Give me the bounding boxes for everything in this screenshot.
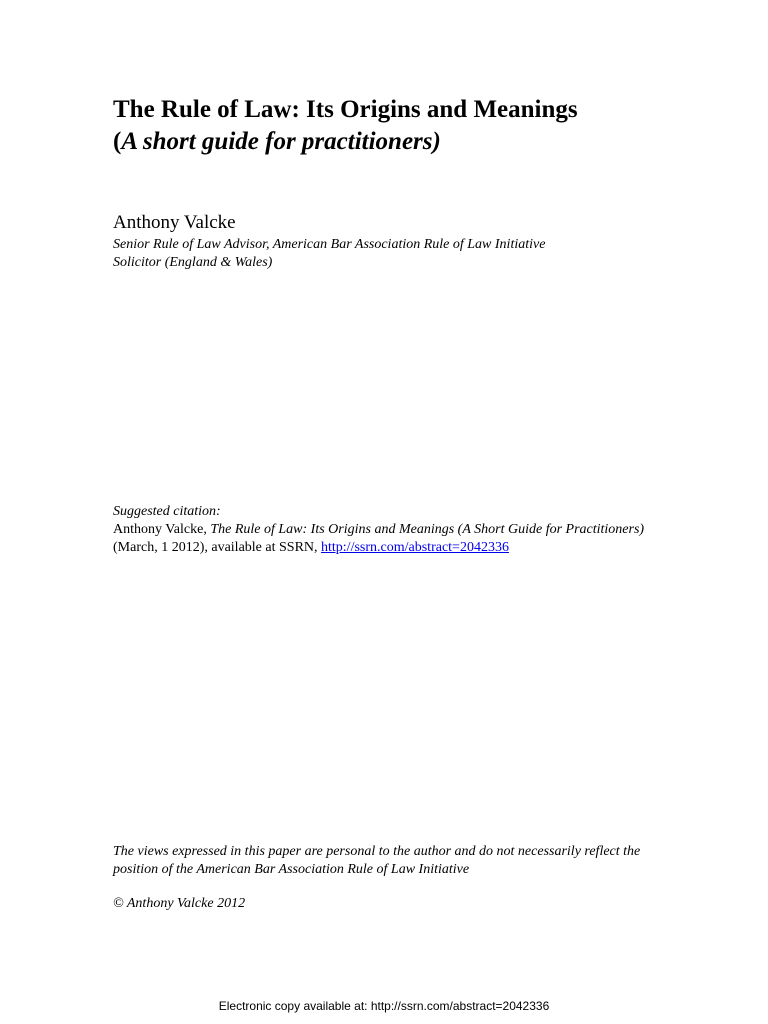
citation-label: Suggested citation:: [113, 504, 221, 519]
affiliation-line-1: Senior Rule of Law Advisor, American Bar Association Rule of Law Initiative: [113, 237, 546, 252]
suggested-citation: [113, 503, 673, 557]
citation-details: (March, 1 2012), available at SSRN,: [113, 540, 322, 555]
affiliation-line-2: Solicitor (England & Wales): [113, 255, 273, 270]
copyright-notice: © Anthony Valcke 2012: [113, 896, 246, 911]
citation-work-title: The Rule of Law: Its Origins and Meanings (A Short Guide for Practitioners): [210, 522, 645, 537]
author-name: Anthony Valcke: [113, 212, 236, 233]
citation-author: Anthony Valcke,: [113, 522, 211, 537]
subtitle-open-paren: (: [113, 128, 122, 155]
disclaimer-text: The views expressed in this paper are personal to the author and do not necessarily reflect the position of the American Bar Association Rule of Law Initiative: [113, 844, 641, 877]
title-subtitle: [113, 126, 733, 158]
title-main: The Rule of Law: Its Origins and Meanings: [113, 96, 578, 123]
paper-title: [113, 94, 733, 158]
subtitle-text: A short guide for practitioners): [121, 128, 441, 155]
ssrn-abstract-link[interactable]: http://ssrn.com/abstract=2042336: [321, 540, 509, 555]
author-affiliation: [113, 236, 713, 272]
page-footer: Electronic copy available at: http://ssrn.com/abstract=2042336: [218, 999, 550, 1013]
